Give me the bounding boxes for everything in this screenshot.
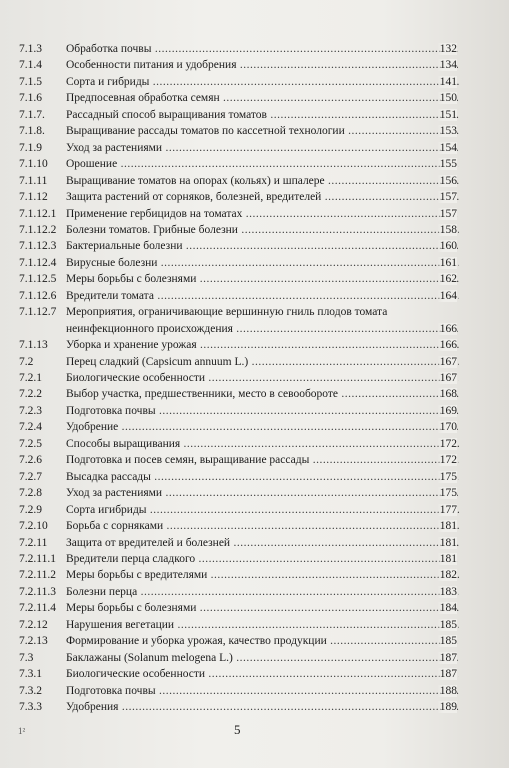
toc-entry-title: Удобрение ..... bbox=[66, 419, 459, 436]
toc-entry-number: 7.2.6 bbox=[19, 454, 42, 467]
toc-entry-number: 7.2.3 bbox=[19, 404, 42, 417]
toc-entry-page bbox=[423, 156, 457, 173]
toc-entry-page-value: 185 bbox=[437, 635, 457, 647]
toc-entry bbox=[0, 206, 509, 223]
toc-entry-number: 7.1.12.5 bbox=[19, 273, 57, 286]
toc-entry-page bbox=[423, 354, 457, 371]
toc-entry-title: Перец сладкий (Capsicum annuum L.) ..... bbox=[66, 354, 459, 371]
toc-entry-page bbox=[423, 57, 457, 74]
toc-entry bbox=[0, 238, 509, 255]
toc-entry-page bbox=[423, 107, 457, 124]
toc-entry-page bbox=[423, 600, 457, 617]
toc-entry-page bbox=[423, 403, 457, 420]
toc-entry-number: 7.2.11.4 bbox=[19, 602, 56, 615]
toc-entry-page-value: 170 bbox=[437, 421, 457, 433]
toc-entry-page-value: 134 bbox=[437, 59, 457, 71]
toc-entry bbox=[0, 584, 509, 601]
toc-entry-page-value: 166 bbox=[437, 339, 457, 351]
corner-mark: 1² bbox=[18, 726, 26, 736]
toc-entry-title: Выращивание рассады томатов по кассетной технологии ..... bbox=[66, 123, 459, 140]
toc-entry-page-value: 181 bbox=[437, 553, 457, 565]
toc-entry-number: 7.2.1 bbox=[19, 372, 42, 384]
toc-entry bbox=[0, 173, 509, 190]
toc-entry-page-value: 161 bbox=[437, 257, 457, 269]
toc-entry-title: Подготовка и посев семян, выращивание рассады ..... bbox=[66, 452, 459, 469]
toc-entry-page-value: 132 bbox=[437, 43, 457, 55]
toc-entry bbox=[0, 535, 509, 552]
toc-entry bbox=[0, 57, 509, 74]
toc-entry-page bbox=[423, 123, 457, 140]
toc-entry-number: 7.1.11 bbox=[19, 174, 48, 187]
toc-entry bbox=[0, 617, 509, 634]
toc-entry-number: 7.1.12.2 bbox=[19, 223, 57, 236]
toc-entry-page bbox=[423, 551, 457, 568]
toc-entry-page-value: 175 bbox=[437, 471, 457, 483]
toc-entry-page bbox=[423, 337, 457, 354]
toc-entry-page-value: 164 bbox=[437, 290, 457, 302]
toc-entry-number: 7.2.4 bbox=[19, 421, 42, 434]
toc-entry-number: 7.2.5 bbox=[19, 437, 42, 450]
toc-entry-page bbox=[423, 617, 457, 634]
toc-entry-page-value: 169 bbox=[437, 405, 457, 417]
toc-entry-page bbox=[423, 41, 457, 58]
toc-entry-title: Выращивание томатов на опорах (кольях) и шпалере ..... bbox=[66, 173, 459, 190]
toc-entry-title: Сорта игибриды ..... bbox=[66, 502, 459, 519]
toc-entry-page bbox=[423, 567, 457, 584]
toc-entry-title: Подготовка почвы ..... bbox=[66, 403, 459, 420]
toc-entry-page-value: 183 bbox=[437, 586, 457, 598]
toc-entry-page bbox=[423, 650, 457, 667]
toc-entry bbox=[0, 452, 509, 469]
toc-entry-page-value: 167 bbox=[437, 356, 457, 368]
toc-entry-number: 7.1.13 bbox=[19, 339, 48, 352]
toc-entry-title: Обработка почвы ..... bbox=[66, 41, 459, 58]
toc-entry-number: 7.2.2 bbox=[19, 388, 42, 401]
toc-entry-title: Уход за растениями ..... bbox=[66, 140, 459, 157]
toc-entry-page-value: 150 bbox=[437, 92, 457, 104]
toc-entry-number: 7.2.12 bbox=[19, 618, 48, 631]
toc-entry-page-value: 156 bbox=[437, 175, 457, 187]
toc-entry-page bbox=[423, 74, 457, 91]
toc-entry bbox=[0, 699, 509, 716]
toc-entry-page bbox=[423, 485, 457, 502]
toc-entry-number: 7.1.4 bbox=[19, 59, 42, 72]
toc-entry bbox=[0, 551, 509, 568]
toc-entry bbox=[0, 271, 509, 288]
toc-entry-title: неинфекционного происхождения ..... bbox=[66, 321, 459, 338]
toc-entry-title: Вредители томата ..... bbox=[66, 288, 459, 305]
toc-entry-page bbox=[423, 173, 457, 190]
toc-entry-page-value: 160 bbox=[437, 240, 457, 252]
toc-entry-page bbox=[423, 683, 457, 700]
toc-entry-number: 7.2 bbox=[19, 355, 34, 368]
toc-entry-title: Вредители перца сладкого ..... bbox=[66, 551, 459, 568]
toc-entry-title: Орошение ..... bbox=[66, 156, 459, 173]
toc-entry bbox=[0, 288, 509, 305]
toc-entry-number: 7.3 bbox=[19, 651, 34, 664]
toc-entry-page-value: 185 bbox=[437, 619, 457, 631]
toc-entry-number: 7.2.11.3 bbox=[19, 585, 56, 598]
toc-entry bbox=[0, 502, 509, 519]
toc-entry-page bbox=[423, 90, 457, 107]
toc-entry-number: 7.1.12.4 bbox=[19, 256, 57, 269]
toc-entry-page bbox=[423, 206, 457, 223]
toc-entry-number: 7.1.5 bbox=[19, 75, 42, 88]
toc-entry-number: 7.1.9 bbox=[19, 141, 42, 154]
toc-entry-page-value: 181 bbox=[437, 537, 457, 549]
toc-entry-page-value: 187 bbox=[437, 652, 457, 664]
toc-entry-number: 7.1.3 bbox=[19, 43, 42, 55]
toc-entry bbox=[0, 107, 509, 124]
toc-entry-number: 7.2.9 bbox=[19, 503, 42, 516]
toc-entry-title: Подготовка почвы ..... bbox=[66, 683, 459, 700]
toc-entry bbox=[0, 90, 509, 107]
toc-entry bbox=[0, 304, 509, 321]
toc-entry-title: Меры борьбы с болезнями ..... bbox=[66, 600, 459, 617]
toc-entry-page bbox=[423, 238, 457, 255]
toc-entry-page bbox=[423, 436, 457, 453]
toc-entry-page-value: 154 bbox=[437, 142, 457, 154]
toc-entry bbox=[0, 518, 509, 535]
toc-entry-page bbox=[423, 321, 457, 338]
toc-entry-number: 7.2.11.1 bbox=[19, 552, 56, 565]
toc-entry bbox=[0, 469, 509, 486]
toc-entry-page-value: 157 bbox=[437, 208, 457, 220]
toc-entry bbox=[0, 386, 509, 403]
toc-entry-page bbox=[423, 386, 457, 403]
toc-entry-number: 7.1.7. bbox=[19, 108, 45, 121]
toc-entry bbox=[0, 666, 509, 683]
toc-entry-number: 7.1.10 bbox=[19, 158, 48, 171]
toc-entry-number: 7.1.8. bbox=[19, 125, 45, 138]
toc-entry-number: 7.1.12.6 bbox=[19, 289, 57, 302]
toc-entry-page-value: 182 bbox=[437, 569, 457, 581]
toc-entry bbox=[0, 321, 509, 338]
toc-entry-page-value: 172 bbox=[437, 438, 457, 450]
toc-entry-title: Меры борьбы с вредителями ..... bbox=[66, 567, 459, 584]
toc-entry-page bbox=[423, 189, 457, 206]
toc-entry-number: 7.1.12.3 bbox=[19, 240, 57, 253]
toc-entry-page-value: 155 bbox=[437, 158, 457, 170]
toc-entry bbox=[0, 189, 509, 206]
toc-entry bbox=[0, 633, 509, 650]
toc-entry-title: Уборка и хранение урожая ..... bbox=[66, 337, 459, 354]
toc-entry-title: Биологические особенности ..... bbox=[66, 370, 459, 387]
toc-entry-page-value: 157 bbox=[437, 191, 457, 203]
page-number: 5 bbox=[234, 722, 241, 737]
toc-entry-number: 7.3.3 bbox=[19, 701, 42, 713]
toc-entry-page bbox=[423, 502, 457, 519]
toc-entry-page bbox=[423, 370, 457, 387]
toc-entry bbox=[0, 419, 509, 436]
toc-entry-page bbox=[423, 419, 457, 436]
toc-entry-page-value: 167 bbox=[437, 372, 457, 384]
toc-entry-page bbox=[423, 452, 457, 469]
toc-entry-page-value: 153 bbox=[437, 125, 457, 137]
toc-entry-page-value: 168 bbox=[437, 388, 457, 400]
toc-entry bbox=[0, 650, 509, 667]
toc-entry-page bbox=[423, 699, 457, 716]
toc-entry-page-value: 158 bbox=[437, 224, 457, 236]
toc-entry-page-value: 172 bbox=[437, 454, 457, 466]
toc-entry-title: Формирование и уборка урожая, качество продукции ..... bbox=[66, 633, 459, 650]
toc-entry bbox=[0, 683, 509, 700]
toc-entry-title: Применение гербицидов на томатах ..... bbox=[66, 206, 459, 223]
toc-entry-title: Способы выращивания ..... bbox=[66, 436, 459, 453]
toc-entry-number: 7.1.12 bbox=[19, 191, 48, 204]
toc-entry-number: 7.3.1 bbox=[19, 668, 42, 681]
toc-entry-page bbox=[423, 222, 457, 239]
toc-entry bbox=[0, 337, 509, 354]
toc-entry-number: 7.2.11.2 bbox=[19, 569, 56, 582]
toc-entry bbox=[0, 74, 509, 91]
toc-entry-page-value: 188 bbox=[437, 685, 457, 697]
toc-entry-title: Защита растений от сорняков, болезней, вредителей ..... bbox=[66, 189, 459, 206]
toc-entry-title: Борьба с сорняками ..... bbox=[66, 518, 459, 535]
toc-entry-title: Рассадный способ выращивания томатов ..... bbox=[66, 107, 459, 124]
toc-entry-title: Предпосевная обработка семян ..... bbox=[66, 90, 459, 107]
toc-entry-title: Мероприятия, ограничивающие вершинную гниль плодов томата bbox=[66, 306, 388, 319]
toc-entry-number: 7.2.10 bbox=[19, 520, 48, 533]
toc-entry-title: Удобрения ..... bbox=[66, 699, 459, 716]
toc-entry-number: 7.1.12.7 bbox=[19, 306, 57, 319]
toc-entry-page bbox=[423, 666, 457, 683]
toc-entry-page bbox=[423, 518, 457, 535]
toc-entry-page bbox=[423, 255, 457, 272]
toc-entry-title: Баклажаны (Solanum melogena L.) ..... bbox=[66, 650, 459, 667]
toc-entry-page bbox=[423, 633, 457, 650]
toc-entry bbox=[0, 123, 509, 140]
toc-entry-page bbox=[423, 140, 457, 157]
toc-entry bbox=[0, 567, 509, 584]
toc-entry-page-value: 162 bbox=[437, 273, 457, 285]
toc-entry-title: Высадка рассады ..... bbox=[66, 469, 459, 486]
toc-entry-page-value: 177 bbox=[437, 504, 457, 516]
toc-entry bbox=[0, 222, 509, 239]
toc-entry bbox=[0, 485, 509, 502]
toc-entry-number: 7.2.11 bbox=[19, 536, 48, 549]
toc-entry-title: Защита от вредителей и болезней ..... bbox=[66, 535, 459, 552]
toc-entry-number: 7.1.6 bbox=[19, 92, 42, 105]
toc-entry bbox=[0, 156, 509, 173]
toc-entry-page-value: 151 bbox=[437, 109, 457, 121]
toc-entry-page bbox=[423, 584, 457, 601]
toc-entry-title: Болезни перца ..... bbox=[66, 584, 459, 601]
toc-entry-title: Особенности питания и удобрения ..... bbox=[66, 57, 459, 74]
toc-entry-title: Уход за растениями ..... bbox=[66, 485, 459, 502]
toc-entry-number: 7.1.12.1 bbox=[19, 207, 57, 220]
toc-entry bbox=[0, 600, 509, 617]
toc-entry bbox=[0, 403, 509, 420]
toc-entry-title: Выбор участка, предшественники, место в севообороте ..... bbox=[66, 386, 459, 403]
toc-entry-title: Бактериальные болезни ..... bbox=[66, 238, 459, 255]
toc-entry-title: Меры борьбы с болезнями ..... bbox=[66, 271, 459, 288]
toc-entry-page-value: 166 bbox=[437, 323, 457, 335]
toc-entry-title: Болезни томатов. Грибные болезни ..... bbox=[66, 222, 459, 239]
toc-entry-number: 7.3.2 bbox=[19, 684, 42, 697]
toc-entry-title: Сорта и гибриды ..... bbox=[66, 74, 459, 91]
toc-entry-number: 7.2.8 bbox=[19, 487, 42, 500]
toc-entry bbox=[0, 354, 509, 371]
toc-entry-page bbox=[423, 288, 457, 305]
toc-entry-number: 7.2.13 bbox=[19, 635, 48, 648]
toc-entry-number: 7.2.7 bbox=[19, 470, 42, 483]
toc-entry-page-value: 175 bbox=[437, 487, 457, 499]
toc-entry bbox=[0, 436, 509, 453]
toc-entry bbox=[0, 370, 509, 387]
toc-entry-page bbox=[423, 535, 457, 552]
toc-entry-page-value: 141 bbox=[437, 76, 457, 88]
toc-entry-page-value: 184 bbox=[437, 602, 457, 614]
toc-entry-page bbox=[423, 271, 457, 288]
toc-entry bbox=[0, 41, 509, 58]
toc-entry-page bbox=[423, 469, 457, 486]
toc-entry-title: Биологические особенности ..... bbox=[66, 666, 459, 683]
toc-entry-title: Вирусные болезни ..... bbox=[66, 255, 459, 272]
toc-entry-page-value: 181 bbox=[437, 520, 457, 532]
toc-entry bbox=[0, 255, 509, 272]
toc-entry bbox=[0, 140, 509, 157]
toc-entry-page-value: 189 bbox=[437, 701, 457, 713]
toc-entry-title: Нарушения вегетации ..... bbox=[66, 617, 459, 634]
toc-entry-page-value: 187 bbox=[437, 668, 457, 680]
